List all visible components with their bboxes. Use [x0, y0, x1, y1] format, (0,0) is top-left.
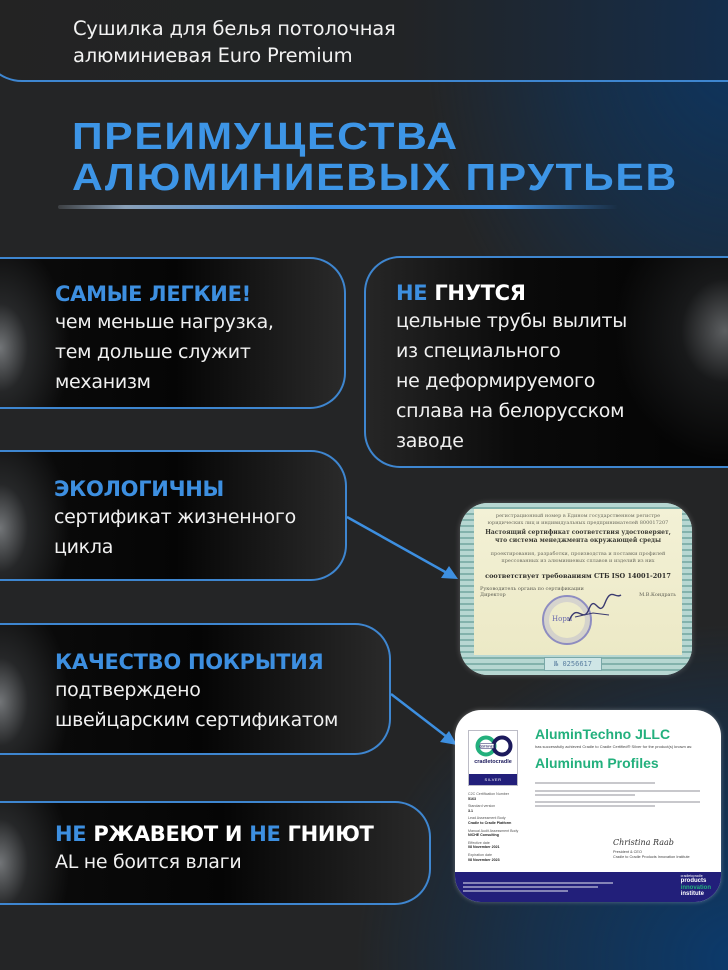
arrow-icon — [391, 694, 457, 745]
feature-text: цельные трубы вылиты из специального не деформируемого сплава на белорусском заводе — [396, 310, 628, 452]
feature-text: сертификат жизненного цикла — [54, 506, 296, 558]
certified-company: AluminTechno JLLC — [535, 726, 671, 742]
certified-product: Aluminum Profiles — [535, 755, 659, 771]
certificate-meta: C2C Certification Number 5163 Standard version 3.1 Lead Assessment Body Cradle to Cradle Platform Manual Audit Assessment Body NICHE Consulting Effective date 08 November 2021 Expiration date 08 November 2023 — [468, 792, 519, 862]
page-heading — [72, 117, 728, 199]
product-title-line1: Сушилка для белья потолочная — [73, 17, 396, 40]
heading-line1: ПРЕИМУЩЕСТВА — [72, 116, 459, 158]
feature-title: САМЫЕ ЛЕГКИЕ! — [55, 282, 251, 306]
feature-card-eco — [0, 450, 347, 581]
certificate-paper: регистрационный номер в Едином государственном регистре юридических лиц и индивидуальных предпринимателей 800017207 Настоящий сертификат соответствия удостоверяет, что система менеджмента окружающей среды проектирования, разработки, производства и поставки профилей прессованных из алюминиевых сплавов и изделий из них соответствует требованиям СТБ ISO 14001-2017 Руководитель органа по сертификации Директор М.В.Кондрать — [474, 509, 682, 655]
heading-underline — [58, 205, 618, 209]
feature-title: КАЧЕСТВО ПОКРЫТИЯ — [55, 650, 324, 674]
feature-text: подтверждено швейцарским сертификатом — [55, 679, 339, 731]
product-title-line2: алюминиевая Euro Premium — [73, 44, 353, 67]
feature-card-lightest — [0, 257, 346, 409]
c2c-logo: CERTIFIED cradletocradle SILVER — [468, 730, 518, 786]
iso-certificate-image — [460, 503, 692, 675]
feature-title: ЭКОЛОГИЧНЫ — [54, 477, 224, 501]
feature-title: НЕ ГНУТСЯ — [396, 281, 526, 305]
c2c-infinity-icon — [475, 735, 513, 757]
signature-icon — [565, 591, 625, 631]
svg-text:CERTIFIED: CERTIFIED — [479, 744, 495, 749]
c2c-institute-logo: cradletocradle products innovation institute — [680, 874, 711, 897]
certificate-footer — [455, 872, 721, 902]
certification-level-badge: SILVER — [469, 774, 517, 785]
stamp-icon: Норм — [542, 595, 592, 645]
feature-title: НЕ РЖАВЕЮТ И НЕ ГНИЮТ — [55, 822, 374, 846]
feature-card-no-bend — [364, 256, 728, 468]
feature-text: AL не боится влаги — [55, 851, 242, 873]
signature: Christina Raab — [613, 838, 674, 847]
feature-card-coating — [0, 623, 391, 755]
feature-card-no-rust — [0, 801, 431, 905]
certificate-number: № 0256617 — [544, 657, 602, 671]
c2c-certificate-image: CERTIFIED cradletocradle SILVER AluminTechno JLLC has successfully achieved Cradle to Cradle Certified® Silver for the product(s) known as: Aluminum Profiles C2C Certification Number 5163 Standard version 3.1 Lead Assessment Body Cradle to Cradle Platform Manual Audit Assessment Body NICHE Consulting Effective date 08 November 2021 Expiration date 08 November 2023 Christina Raab President & CEO Cradle to Cradle Products Innovation Institute cradletocradle products innovation institute — [455, 710, 721, 902]
arrow-icon — [347, 517, 458, 579]
feature-text: чем меньше нагрузка, тем дольше служит механизм — [55, 311, 274, 393]
heading-line2: АЛЮМИНИЕВЫХ ПРУТЬЕВ — [72, 157, 678, 199]
product-title — [73, 15, 473, 69]
